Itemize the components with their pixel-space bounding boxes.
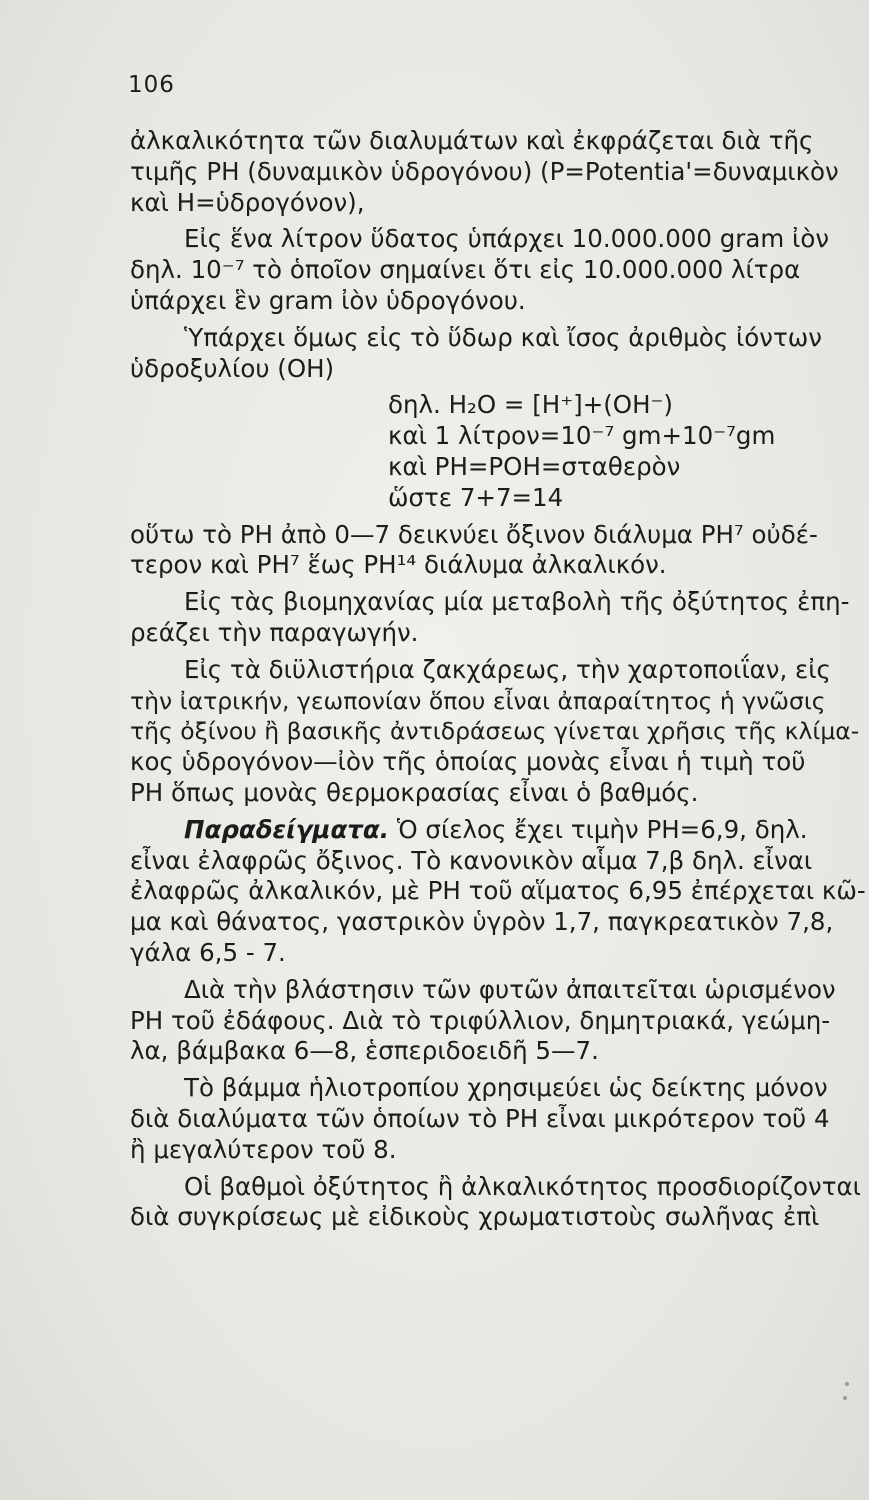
text-line: μα καὶ θάνατος, γαστρικὸν ὑγρὸν 1,7, παγκρεατικὸν 7,8, xyxy=(130,907,834,937)
page-number: 106 xyxy=(128,72,175,98)
text-line: κος ὑδρογόνον—ἰὸν τῆς ὁποίας μονὰς εἶναι ἡ τιμὴ τοῦ xyxy=(130,747,806,777)
examples-heading: Παραδείγματα. xyxy=(184,814,390,844)
text-line: ρεάζει τὴν παραγωγήν. xyxy=(130,617,419,647)
text-line: εἶναι ἐλαφρῶς ὄξινος. Τὸ κανονικὸν αἷμα 7,β δηλ. εἶναι xyxy=(130,845,813,875)
examples-text: Ὁ σίελος ἔχει τιμὴν PH=6,9, δηλ. xyxy=(396,814,808,844)
page-speck xyxy=(843,1396,847,1400)
text-line: τὴν ἰατρικήν, γεωπονίαν ὅπου εἶναι ἀπαραίτητος ἡ γνῶσις xyxy=(130,686,826,715)
text-line: καὶ H=ὑδρογόνον), xyxy=(130,187,365,217)
paragraph-start: Οἱ βαθμοὶ ὀξύτητος ἢ ἀλκαλικότητος προσδιορίζονται xyxy=(184,1171,861,1201)
text-line: γάλα 6,5 - 7. xyxy=(130,937,286,967)
examples-line xyxy=(130,815,869,846)
text-line: διὰ συγκρίσεως μὲ εἰδικοὺς χρωματιστοὺς σωλῆνας ἐπὶ xyxy=(130,1202,820,1232)
paragraph-start: Ὑπάρχει ὅμως εἰς τὸ ὕδωρ καὶ ἴσος ἀριθμὸς ἰόντων xyxy=(184,322,822,352)
text-line: PH ὅπως μονὰς θερμοκρασίας εἶναι ὁ βαθμός. xyxy=(130,777,699,807)
text-line: ὑδροξυλίου (OH) xyxy=(130,353,335,383)
text-line: τῆς ὀξίνου ἢ βασικῆς ἀντιδράσεως γίνεται χρῆσις τῆς κλίμα- xyxy=(130,717,860,746)
paragraph-start: Εἰς τὰ διϋλιστήρια ζακχάρεως, τὴν χαρτοποιΐαν, εἰς xyxy=(184,654,831,684)
paragraph-start: Διὰ τὴν βλάστησιν τῶν φυτῶν ἀπαιτεῖται ὡρισμένον xyxy=(184,974,836,1004)
text-line: διὰ διαλύματα τῶν ὁποίων τὸ PH εἶναι μικρότερον τοῦ 4 xyxy=(130,1103,830,1133)
equation-line: δηλ. H₂O = [H⁺]+(OH⁻) xyxy=(388,390,673,420)
equation-line: ὥστε 7+7=14 xyxy=(388,482,564,512)
equation-line: καὶ 1 λίτρον=10⁻⁷ gm+10⁻⁷gm xyxy=(388,421,776,451)
equation-line: καὶ PH=POH=σταθερὸν xyxy=(388,451,681,481)
paragraph-start: Εἰς τὰς βιομηχανίας μία μεταβολὴ τῆς ὀξύτητος ἐπη- xyxy=(184,587,850,617)
text-line: ὑπάρχει ἓν gram ἰὸν ὑδρογόνου. xyxy=(130,285,526,315)
paragraph-start: Τὸ βάμμα ἡλιοτροπίου χρησιμεύει ὡς δείκτης μόνον xyxy=(184,1073,828,1103)
text-line: λα, βάμβακα 6—8, ἑσπεριδοειδῆ 5—7. xyxy=(130,1036,599,1066)
text-line: ἢ μεγαλύτερον τοῦ 8. xyxy=(130,1134,397,1164)
body-text xyxy=(130,126,869,1233)
text-line: τερον καὶ PH⁷ ἕως PH¹⁴ διάλυμα ἀλκαλικόν. xyxy=(130,550,667,580)
paragraph-start: Εἰς ἕνα λίτρον ὕδατος ὑπάρχει 10.000.000 gram ἰὸν xyxy=(184,224,830,254)
text-line: δηλ. 10⁻⁷ τὸ ὁποῖον σημαίνει ὅτι εἰς 10.000.000 λίτρα xyxy=(130,255,801,285)
page-speck xyxy=(845,1382,849,1386)
text-line: οὕτω τὸ PH ἀπὸ 0—7 δεικνύει ὄξινον διάλυμα PH⁷ οὐδέ- xyxy=(130,519,818,549)
text-line: ἐλαφρῶς ἀλκαλικόν, μὲ PH τοῦ αἵματος 6,95 ἐπέρχεται κῶ- xyxy=(130,876,866,906)
text-line: ἀλκαλικότητα τῶν διαλυμάτων καὶ ἐκφράζεται διὰ τῆς xyxy=(130,126,814,155)
text-line: PH τοῦ ἐδάφους. Διὰ τὸ τριφύλλιον, δημητριακά, γεώμη- xyxy=(130,1005,831,1035)
text-line: τιμῆς PH (δυναμικὸν ὑδρογόνου) (P=Potentia'=δυναμικὸν xyxy=(130,156,839,186)
